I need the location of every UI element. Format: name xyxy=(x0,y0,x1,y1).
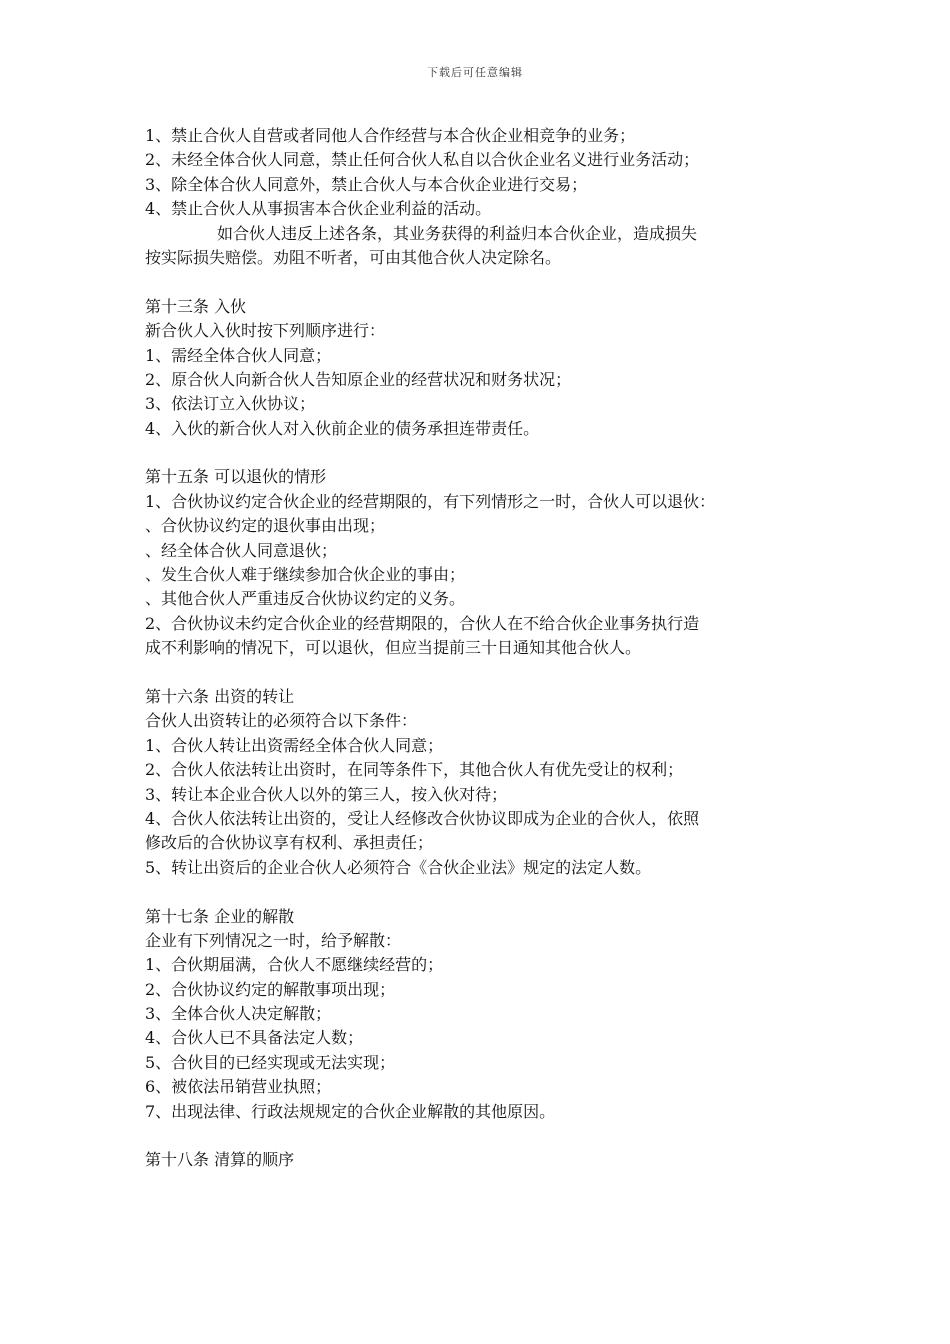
page-header: 下载后可任意编辑 xyxy=(427,66,523,79)
list-item: 、其他合伙人严重违反合伙协议约定的义务。 xyxy=(145,589,466,609)
section-heading: 第十六条 出资的转让 xyxy=(145,686,295,706)
list-item: 、合伙协议约定的退伙事由出现； xyxy=(145,516,386,536)
list-item: 6、被依法吊销营业执照； xyxy=(145,1077,332,1097)
list-item: 3、除全体合伙人同意外，禁止合伙人与本合伙企业进行交易； xyxy=(145,174,588,194)
list-item: 、发生合伙人难于继续参加合伙企业的事由； xyxy=(145,565,466,585)
list-item: 、经全体合伙人同意退伙； xyxy=(145,540,338,560)
section-article-18 xyxy=(145,1148,835,1172)
paragraph-line: 合伙人出资转让的必须符合以下条件： xyxy=(145,711,418,731)
list-item: 2、原合伙人向新合伙人告知原企业的经营状况和财务状况； xyxy=(145,369,572,389)
list-item: 3、全体合伙人决定解散； xyxy=(145,1004,332,1024)
paragraph-line: 企业有下列情况之一时，给予解散： xyxy=(145,930,402,950)
section-article-13 xyxy=(145,295,835,441)
section-article-16 xyxy=(145,685,835,880)
section-article-17 xyxy=(145,905,835,1125)
list-item: 4、入伙的新合伙人对入伙前企业的债务承担连带责任。 xyxy=(145,418,540,438)
paragraph-line: 新合伙人入伙时按下列顺序进行： xyxy=(145,321,386,341)
section-heading: 第十八条 清算的顺序 xyxy=(145,1150,295,1170)
list-item: 5、转让出资后的企业合伙人必须符合《合伙企业法》规定的法定人数。 xyxy=(145,857,652,877)
list-item: 2、合伙协议未约定合伙企业的经营期限的，合伙人在不给合伙企业事务执行造 xyxy=(145,613,700,633)
list-item: 7、出现法律、行政法规规定的合伙企业解散的其他原因。 xyxy=(145,1101,556,1121)
list-item: 2、未经全体合伙人同意，禁止任何合伙人私自以合伙企业名义进行业务活动； xyxy=(145,150,700,170)
paragraph-line: 修改后的合伙协议享有权利、承担责任； xyxy=(145,833,434,853)
document-body xyxy=(145,124,835,1173)
list-item: 4、合伙人依法转让出资的，受让人经修改合伙协议即成为企业的合伙人，依照 xyxy=(145,808,700,828)
list-item: 4、禁止合伙人从事损害本合伙企业利益的活动。 xyxy=(145,199,492,219)
list-item: 1、合伙期届满，合伙人不愿继续经营的； xyxy=(145,955,444,975)
list-item: 3、依法订立入伙协议； xyxy=(145,394,316,414)
list-item: 2、合伙协议约定的解散事项出现； xyxy=(145,979,396,999)
paragraph-line: 按实际损失赔偿。劝阻不听者，可由其他合伙人决定除名。 xyxy=(145,247,562,267)
list-item: 1、需经全体合伙人同意； xyxy=(145,345,332,365)
section-article-15 xyxy=(145,465,835,660)
list-item: 4、合伙人已不具备法定人数； xyxy=(145,1028,364,1048)
paragraph-line: 如合伙人违反上述各条，其业务获得的利益归本合伙企业，造成损失 xyxy=(217,223,698,243)
list-item: 2、合伙人依法转让出资时，在同等条件下，其他合伙人有优先受让的权利； xyxy=(145,760,684,780)
list-item: 5、合伙目的已经实现或无法实现； xyxy=(145,1052,396,1072)
paragraph-line: 成不利影响的情况下，可以退伙，但应当提前三十日通知其他合伙人。 xyxy=(145,638,642,658)
section-heading: 第十五条 可以退伙的情形 xyxy=(145,467,327,487)
section-heading: 第十三条 入伙 xyxy=(145,296,247,316)
section-heading: 第十七条 企业的解散 xyxy=(145,906,295,926)
list-item: 1、合伙人转让出资需经全体合伙人同意； xyxy=(145,735,444,755)
block-prohibitions xyxy=(145,124,835,270)
list-item: 1、合伙协议约定合伙企业的经营期限的，有下列情形之一时，合伙人可以退伙： xyxy=(145,491,716,511)
list-item: 3、转让本企业合伙人以外的第三人，按入伙对待； xyxy=(145,784,508,804)
list-item: 1、禁止合伙人自营或者同他人合作经营与本合伙企业相竞争的业务； xyxy=(145,126,636,145)
